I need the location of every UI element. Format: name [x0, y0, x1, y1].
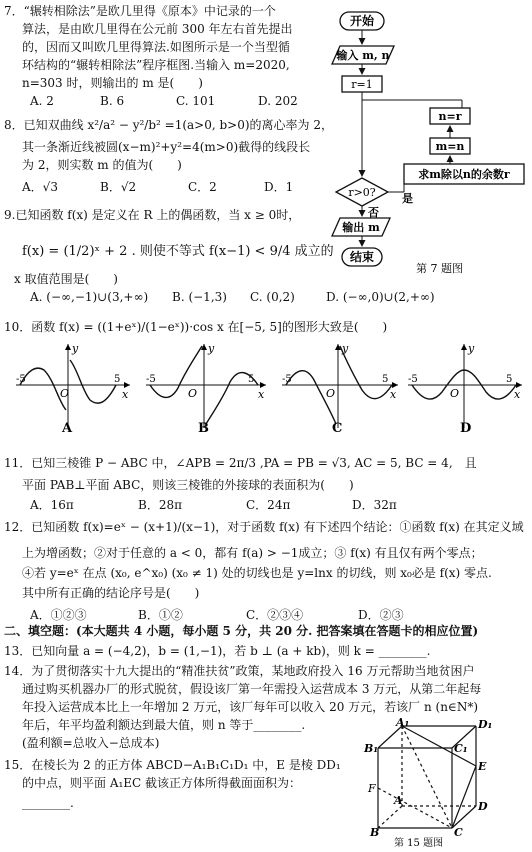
- q7-option-d: D. 202: [258, 94, 298, 108]
- q7-line-4: 环结构的“辗转相除法”程序框图.当输入 m=2020,: [22, 58, 290, 72]
- q14-line-4: 年后，年平均盈利额达到最大值，则 n 等于________.: [22, 718, 306, 732]
- cube-label-c1: C₁: [454, 742, 468, 755]
- q7-line-2: 算法，是由欧几里得在公元前 300 年左右首先提出: [22, 22, 293, 36]
- q9-option-c: C. (0,2): [250, 290, 295, 304]
- q12-option-a: A．①②③: [30, 608, 87, 622]
- q13-line: 13．已知向量 a = (−4,2)，b = (1,−1)，若 b ⊥ (a + kb)，则 k = ________.: [4, 644, 431, 658]
- q9-line-3: x 取值范围是( ): [14, 272, 118, 286]
- q11-line-2: 平面 PAB⊥平面 ABC，则该三棱锥的外接球的表面积为( ): [22, 478, 354, 492]
- q7-option-b: B. 6: [100, 94, 125, 108]
- q12-line-4: 其中所有正确的结论序号是( ): [22, 586, 200, 600]
- q11-option-a: A．16π: [30, 498, 74, 512]
- q10-b-letter: B: [198, 421, 209, 435]
- q10-b-x-label: x: [258, 388, 265, 401]
- q10-a-x-label: x: [122, 388, 129, 401]
- q10-c-x-label: x: [390, 388, 397, 401]
- q10-d-neg: -5: [408, 374, 418, 385]
- q8-option-c: C．2: [188, 180, 217, 194]
- q12-option-d: D．②③: [358, 608, 404, 622]
- q7-option-a: A. 2: [30, 94, 54, 108]
- q10-graph-a: [16, 342, 130, 435]
- q8-line-1: 8．已知双曲线 x²/a² − y²/b² =1(a>0, b>0)的离心率为 2，: [4, 118, 334, 132]
- q10-b-y-label: y: [208, 342, 215, 355]
- flowchart-caption: 第 7 题图: [416, 262, 463, 275]
- q12-line-3: ④若 y=eˣ 在点 (x₀, e^x₀) (x₀ ≠ 1) 处的切线也是 y=lnx 的切线，则 x₀必是 f(x) 零点.: [22, 566, 492, 580]
- q8-line-2: 其一条渐近线被圆(x−m)²+y²=4(m>0)截得的线段长: [22, 140, 311, 154]
- flow-end-text: 结束: [349, 250, 375, 264]
- q8-line-3: 为 2，则实数 m 的值为( ): [22, 158, 182, 172]
- q11-option-b: B．28π: [138, 498, 182, 512]
- q9-option-a: A. (−∞,−1)∪(3,+∞): [30, 290, 149, 304]
- cube-figure: [350, 718, 526, 850]
- q9-line-1: 9.已知函数 f(x) 是定义在 R 上的偶函数，当 x ≥ 0时，: [4, 208, 301, 222]
- flow-output-text: 输出 m: [342, 221, 380, 234]
- q12-line-1: 12．已知函数 f(x)=eˣ − (x+1)/(x−1)，对于函数 f(x) 有下述四个结论：①函数 f(x) 在其定义域: [4, 520, 524, 534]
- q10-d-y-label: y: [468, 342, 475, 355]
- section-2-heading: 二、填空题：(本大题共 4 小题，每小题 5 分，共 20 分. 把答案填在答题卡的相应位置): [4, 624, 479, 638]
- q10-graphs: [10, 340, 525, 435]
- flow-cond-text: r>0?: [348, 186, 376, 199]
- q8-option-b: B．√2: [100, 180, 137, 194]
- cube-label-a1: A₁: [396, 718, 410, 729]
- q10-d-x-label: x: [514, 388, 521, 401]
- cube-label-d: D: [478, 800, 488, 813]
- q7-line-1: 7．“辗转相除法”是欧几里得《原本》中记录的一个: [4, 4, 276, 18]
- q15-line-2: 的中点，则平面 A₁EC 截该正方体所得截面面积为：: [22, 776, 302, 790]
- q7-option-c: C. 101: [176, 94, 216, 108]
- q10-c-neg: -5: [282, 374, 292, 385]
- flow-input-text: 输入 m, n: [336, 49, 390, 62]
- q10-a-origin: O: [60, 387, 70, 400]
- q11-option-d: D．32π: [352, 498, 397, 512]
- cube-label-d1: D₁: [478, 718, 493, 731]
- q9-option-d: D. (−∞,0)∪(2,+∞): [326, 290, 435, 304]
- q10-d-letter: D: [460, 421, 472, 435]
- q10-a-neg: -5: [16, 374, 26, 385]
- q11-line-1: 11．已知三棱锥 P − ABC 中，∠APB = 2π/3 ,PA = PB = √3, AC = 5, BC = 4, 且: [4, 456, 477, 470]
- q10-c-origin: O: [326, 387, 336, 400]
- cube-label-b1: B₁: [364, 742, 379, 755]
- flowchart-figure: [322, 4, 528, 276]
- q10-line: 10．函数 f(x) = ((1+eˣ)/(1−eˣ))·cos x 在[−5, 5]的图形大致是( ): [4, 320, 388, 334]
- flow-start-text: 开始: [349, 14, 375, 28]
- q10-b-neg: -5: [146, 374, 156, 385]
- q10-c-pos: 5: [382, 374, 389, 385]
- q8-option-a: A．√3: [22, 180, 58, 194]
- q12-option-c: C．②③④: [246, 608, 304, 622]
- cube-label-f: F: [368, 782, 376, 795]
- flow-step-n-text: n=r: [438, 110, 462, 123]
- flow-no-label: 否: [368, 206, 379, 219]
- cube-label-b: B: [370, 826, 380, 839]
- q7-line-3: 的，因而又叫欧几里得算法.如图所示是一个当型循: [22, 40, 290, 54]
- q14-line-2: 通过购买机器办厂的形式脱贫，假设该厂第一年需投入运营成本 3 万元，从第二年起每: [22, 682, 482, 696]
- q9-option-b: B. (−1,3): [172, 290, 227, 304]
- flow-step-m-text: m=n: [435, 140, 465, 153]
- q10-a-letter: A: [62, 421, 73, 435]
- q15-line-3: ________.: [22, 796, 74, 810]
- q15-line-1: 15．在棱长为 2 的正方体 ABCD−A₁B₁C₁D₁ 中，E 是棱 DD₁: [4, 758, 341, 772]
- q7-line-5: n=303 时，则输出的 m 是( ): [22, 76, 203, 90]
- q11-option-c: C．24π: [246, 498, 291, 512]
- cube-label-c: C: [454, 826, 463, 839]
- q10-d-pos: 5: [506, 374, 513, 385]
- q8-option-d: D．1: [264, 180, 294, 194]
- q12-line-2: 上为增函数；②对于任意的 a < 0，都有 f(a) > −1成立；③ f(x) 有且仅有两个零点；: [22, 546, 483, 560]
- q10-c-y-label: y: [342, 342, 349, 355]
- q10-a-pos: 5: [114, 374, 121, 385]
- q14-line-3: 年投入运营成本比上一年增加 2 万元，该厂每年可以收入 20 万元，若该厂 n (n∈N*): [22, 700, 478, 714]
- flow-init-text: r=1: [351, 78, 373, 91]
- q14-line-5: (盈利额=总收入−总成本): [22, 736, 160, 750]
- flow-yes-label: 是: [402, 192, 413, 205]
- q10-graph-c: [282, 342, 398, 435]
- q10-graph-b: [146, 342, 266, 435]
- q10-b-origin: O: [188, 387, 198, 400]
- q10-b-pos: 5: [248, 374, 255, 385]
- q10-c-letter: C: [332, 421, 343, 435]
- q10-d-origin: O: [450, 387, 460, 400]
- q10-graph-d: [408, 342, 522, 435]
- flow-step-r-text: 求m除以n的余数r: [418, 168, 510, 181]
- cube-label-e: E: [478, 760, 487, 773]
- q12-option-b: B．①②: [138, 608, 183, 622]
- cube-label-a: A: [394, 794, 403, 807]
- q10-a-y-label: y: [72, 342, 79, 355]
- q14-line-1: 14．为了贯彻落实十九大提出的“精准扶贫”政策，某地政府投入 16 万元帮助当地贫困户: [4, 664, 475, 678]
- q9-line-2: f(x) = (1/2)ˣ + 2 . 则使不等式 f(x−1) < 9/4 成立的: [22, 244, 334, 259]
- cube-caption: 第 15 题图: [394, 838, 444, 849]
